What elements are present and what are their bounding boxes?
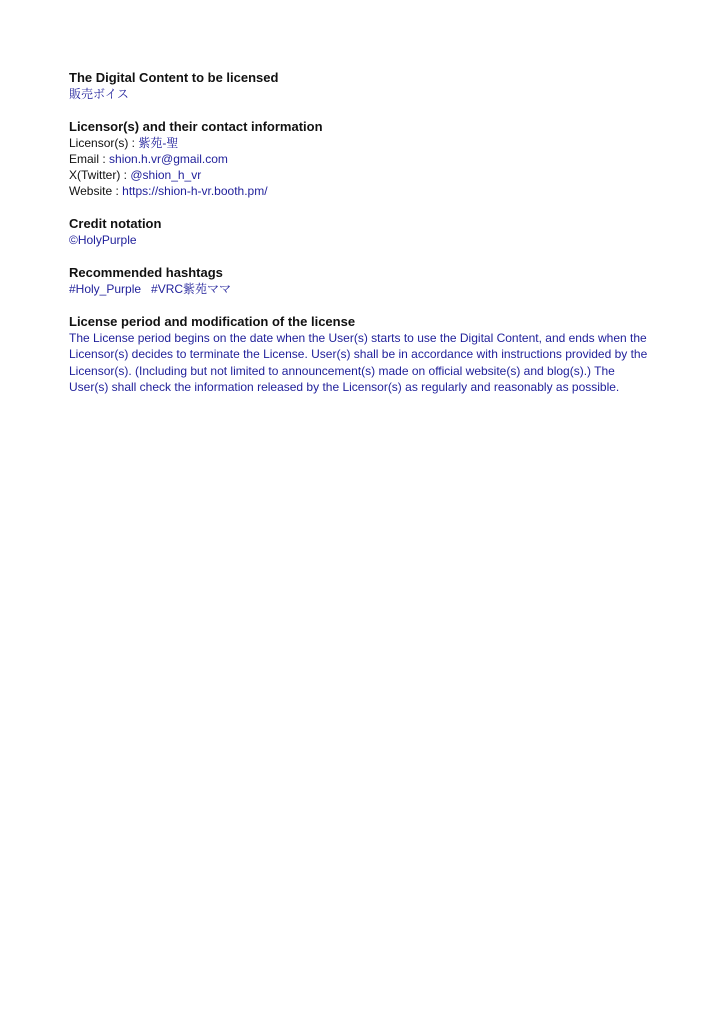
licensor-heading: Licensor(s) and their contact information [69,119,323,134]
licensor-website-link[interactable]: https://shion-h-vr.booth.pm/ [122,184,268,198]
hashtag-holy-purple: #Holy_Purple [69,282,142,296]
hashtags-section [69,265,659,297]
digital-content-section [69,70,659,102]
credit-heading: Credit notation [69,216,162,231]
licensor-email-link[interactable]: shion.h.vr@gmail.com [109,152,228,166]
digital-content-heading: The Digital Content to be licensed [69,70,279,85]
credit-section [69,216,659,248]
licensor-section [69,119,659,199]
licensor-twitter-label: X(Twitter) : [69,168,131,182]
license-period-section [69,314,659,395]
hashtags-list [69,281,659,297]
license-period-text: The License period begins on the date when the User(s) starts to use the Digital Content, and ends when the Licensor(s) decides to terminate the License. User(s) shall be in accordance with instructions provided by the Licensor(s). (Including but not limited to announcement(s) made on official website(s) and blog(s).) The User(s) shall check the information released by the Licensor(s) as regularly and reasonably as possible. [69,331,648,394]
licensor-twitter-row [69,167,659,183]
licensor-name-row [69,135,659,151]
hashtags-heading: Recommended hashtags [69,265,223,280]
license-period-heading: License period and modification of the license [69,314,356,329]
licensor-name-label: Licensor(s) : [69,136,139,150]
license-document [69,70,659,412]
licensor-twitter-link[interactable]: @shion_h_vr [130,168,202,182]
licensor-name-value: 紫苑-聖 [138,136,179,150]
licensor-email-row [69,151,659,167]
hashtag-vrc-shion-mama: #VRC紫苑ママ [151,282,232,296]
credit-value: ©HolyPurple [69,233,137,247]
licensor-email-label: Email : [69,152,110,166]
licensor-website-row [69,183,659,199]
licensor-website-label: Website : [69,184,123,198]
digital-content-value: 販売ボイス [69,87,129,101]
